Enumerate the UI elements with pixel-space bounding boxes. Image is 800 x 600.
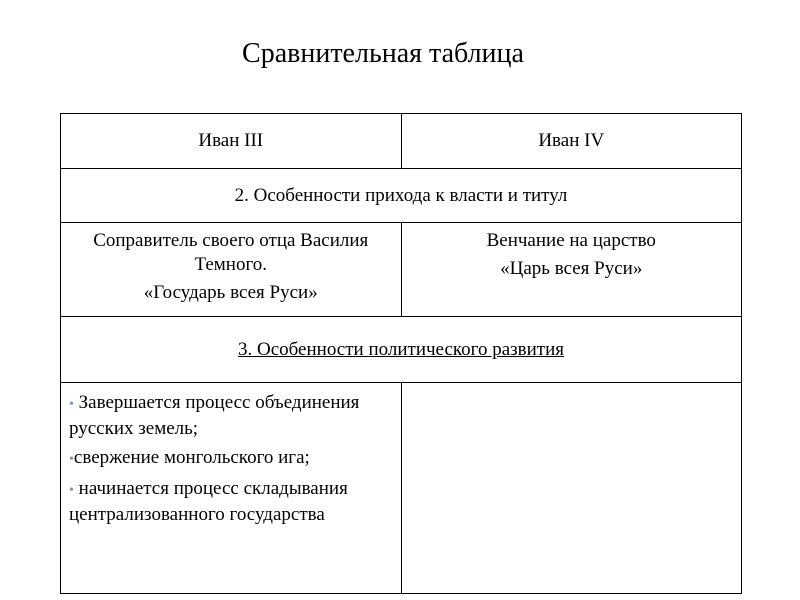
ivan-iv-accession-cell (401, 223, 742, 317)
ivan-iii-title-line: «Государь всея Руси» (143, 282, 318, 303)
ivan-iv-accession-line: Венчание на царство (486, 230, 656, 251)
section-3-detail-row (61, 383, 742, 594)
section-3-heading: 3. Особенности политического развития (237, 338, 565, 360)
ivan-iv-title-line: «Царь всея Руси» (500, 258, 643, 279)
list-item (69, 446, 393, 472)
ivan-iii-politics-list (69, 391, 393, 527)
list-item-text: начинается процесс складывания централизованного государства (69, 478, 348, 525)
section-3-row (61, 317, 742, 383)
list-item (69, 391, 393, 441)
bullet-icon: • (69, 452, 74, 467)
section-3-heading-cell (61, 317, 742, 383)
ivan-iii-accession-line: Соправитель своего отца Василия Темного. (93, 230, 369, 275)
section-2-row (61, 169, 742, 223)
list-item-text: Завершается процесс объединения русских земель; (69, 392, 360, 439)
ivan-iii-politics-cell (61, 383, 402, 594)
ivan-iii-accession-cell (61, 223, 402, 317)
list-item (69, 477, 393, 527)
section-2-heading: 2. Особенности прихода к власти и титул (61, 169, 742, 223)
column-header-ivan-iv: Иван IV (401, 114, 742, 169)
section-2-detail-row (61, 223, 742, 317)
header-row (61, 114, 742, 169)
comparison-table (60, 113, 742, 594)
list-item-text: свержение монгольского ига; (73, 447, 310, 468)
ivan-iv-politics-cell (401, 383, 742, 594)
column-header-ivan-iii: Иван III (61, 114, 402, 169)
slide-title: Сравнительная таблица (242, 38, 524, 69)
bullet-icon: • (69, 483, 74, 498)
bullet-icon: • (69, 397, 74, 412)
